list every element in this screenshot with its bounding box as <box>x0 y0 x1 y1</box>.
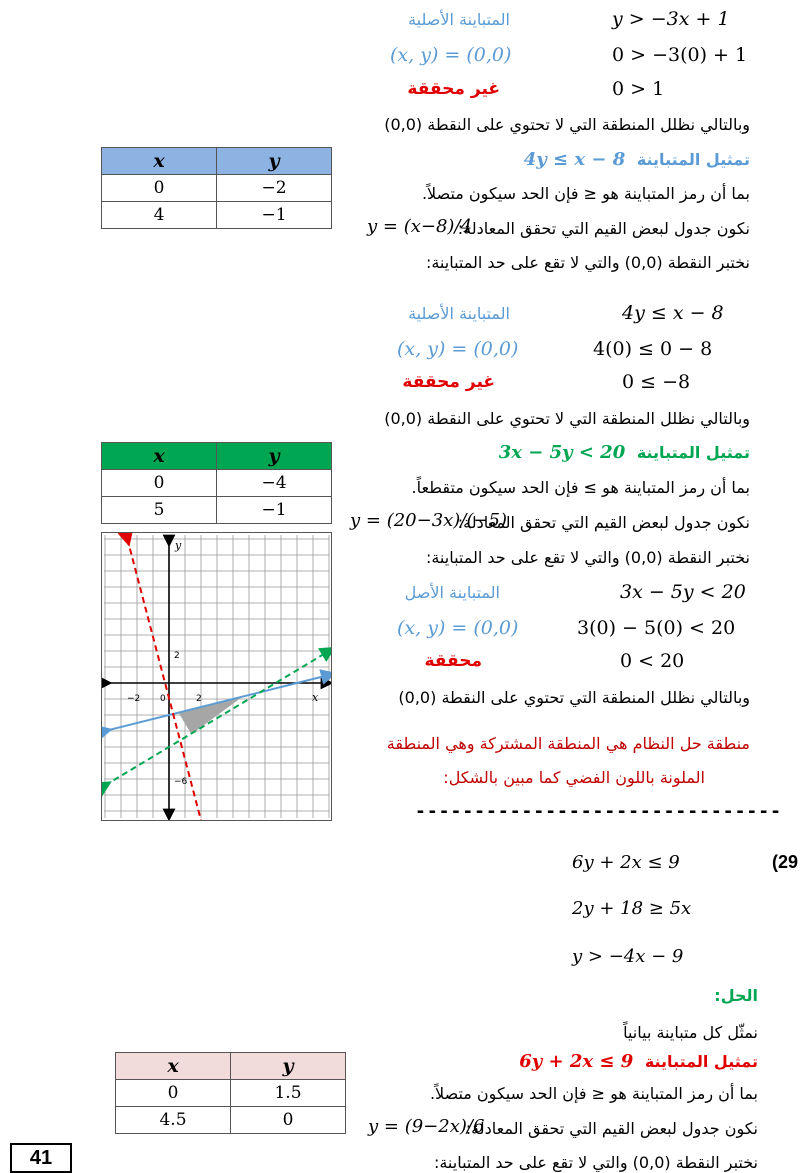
substitution: 0 > −3(0) + 1 <box>612 44 748 66</box>
separator: ------------------------------- <box>415 801 782 822</box>
substitution: 4(0) ≤ 0 − 8 <box>593 338 713 360</box>
table-cell: −1 <box>217 202 332 229</box>
system-inequality-2: 2y + 18 ≥ 5x <box>572 898 692 919</box>
heading-inequality: 4y ≤ x − 8 <box>523 149 626 170</box>
inequality-text: 3x − 5y < 20 <box>620 581 746 603</box>
conclusion: وبالتالي نظلل المنطقة التي لا تحتوي على النقطة (0,0) <box>384 115 750 134</box>
page-number: 41 <box>10 1143 72 1173</box>
test-point: (x, y) = (0,0) <box>390 44 512 66</box>
intro-line: نمثّل كل متباينة بيانياً <box>623 1023 758 1042</box>
table-cell: 0 <box>102 175 217 202</box>
heading-text: تمثيل المتباينة <box>636 150 750 169</box>
line-table: نكون جدول لبعض القيم التي تحقق المعادلة: <box>457 513 750 532</box>
line-boundary: بما أن رمز المتباينة هو ≤ فإن الحد سيكون متصلاً. <box>421 184 750 203</box>
test-point: (x, y) = (0,0) <box>397 617 519 639</box>
conclusion: وبالتالي نظلل المنطقة التي لا تحتوي على النقطة (0,0) <box>384 409 750 428</box>
graph <box>102 533 331 820</box>
not-satisfied-label: غير محققة <box>407 79 500 99</box>
inequality-text: y > −3x + 1 <box>612 8 730 30</box>
table-cell: 4 <box>102 202 217 229</box>
result: 0 ≤ −8 <box>622 371 691 393</box>
table-cell: −2 <box>217 175 332 202</box>
line-table: نكون جدول لبعض القيم التي تحقق المعادلة: <box>465 1119 758 1138</box>
table-header-y: y <box>231 1053 346 1080</box>
table-cell: 1.5 <box>231 1080 346 1107</box>
section-heading <box>524 149 750 170</box>
section-heading <box>519 1051 758 1072</box>
line-table: نكون جدول لبعض القيم التي تحقق المعادلة: <box>457 219 750 238</box>
x-tick-label: 2 <box>196 694 202 704</box>
x-tick-label: −2 <box>127 694 141 704</box>
original-label: المتباينة الأصلية <box>408 10 510 29</box>
original-label: المتباينة الأصلية <box>408 304 510 323</box>
table-row <box>102 175 332 202</box>
heading-inequality: 3x − 5y < 20 <box>498 442 626 463</box>
heading-inequality: 6y + 2x ≤ 9 <box>519 1051 634 1072</box>
values-table-3 <box>115 1052 346 1134</box>
table-header-y: y <box>217 148 332 175</box>
table-cell: 0 <box>231 1107 346 1134</box>
y-axis-label: y <box>175 539 182 552</box>
table-row <box>102 497 332 524</box>
not-satisfied-label: غير محققة <box>402 372 495 392</box>
solution-label: الحل: <box>714 986 758 1005</box>
system-inequality-1: 6y + 2x ≤ 9 <box>572 852 680 873</box>
table-cell: 0 <box>102 470 217 497</box>
solution-line-1: منطقة حل النظام هي المنطقة المشتركة وهي المنطقة <box>386 734 750 753</box>
table-header-y: y <box>217 443 332 470</box>
result: 0 < 20 <box>620 650 685 672</box>
heading-text: تمثيل المتباينة <box>644 1052 758 1071</box>
line-test: نختبر النقطة (0,0) والتي لا تقع على حد المتباينة: <box>433 1153 758 1172</box>
table-row <box>116 1080 346 1107</box>
inequality-text: 4y ≤ x − 8 <box>622 302 724 324</box>
table-cell: −4 <box>217 470 332 497</box>
line-test: نختبر النقطة (0,0) والتي لا تقع على حد المتباينة: <box>425 253 750 272</box>
y-tick-label: −6 <box>174 777 188 787</box>
system-inequality-3: y > −4x − 9 <box>572 946 684 967</box>
table-cell: −1 <box>217 497 332 524</box>
test-point: (x, y) = (0,0) <box>397 338 519 360</box>
table-row <box>102 470 332 497</box>
table-cell: 5 <box>102 497 217 524</box>
problem-number: (29 <box>772 852 799 872</box>
section-heading <box>499 442 750 463</box>
satisfied-label: محققة <box>424 651 482 671</box>
original-label: المتباينة الأصل <box>404 583 500 602</box>
equation: y = (9−2x)/6 <box>368 1116 485 1137</box>
table-row <box>102 202 332 229</box>
equation: y = (20−3x)/(−5) <box>350 510 507 531</box>
table-cell: 0 <box>116 1080 231 1107</box>
y-tick-label: 2 <box>174 651 180 661</box>
table-header-x: x <box>102 148 217 175</box>
x-tick-label: 0 <box>160 694 166 704</box>
line-boundary: بما أن رمز المتباينة هو ≤ فإن الحد سيكون متصلاً. <box>429 1084 758 1103</box>
graph-frame <box>101 532 332 821</box>
table-cell: 4.5 <box>116 1107 231 1134</box>
table-row <box>116 1107 346 1134</box>
x-axis-label: x <box>312 691 319 704</box>
conclusion: وبالتالي نظلل المنطقة التي تحتوي على النقطة (0,0) <box>398 688 750 707</box>
table-header-x: x <box>102 443 217 470</box>
result: 0 > 1 <box>612 78 665 100</box>
heading-text: تمثيل المتباينة <box>636 443 750 462</box>
values-table-1 <box>101 147 332 229</box>
table-header-x: x <box>116 1053 231 1080</box>
values-table-2 <box>101 442 332 524</box>
substitution: 3(0) − 5(0) < 20 <box>577 617 736 639</box>
line-boundary: بما أن رمز المتباينة هو ≥ فإن الحد سيكون متقطعاً. <box>411 478 750 497</box>
solution-line-2: الملونة باللون الفضي كما مبين بالشكل: <box>443 768 705 787</box>
equation: y = (x−8)/4 <box>367 216 472 237</box>
line-test: نختبر النقطة (0,0) والتي لا تقع على حد المتباينة: <box>425 548 750 567</box>
